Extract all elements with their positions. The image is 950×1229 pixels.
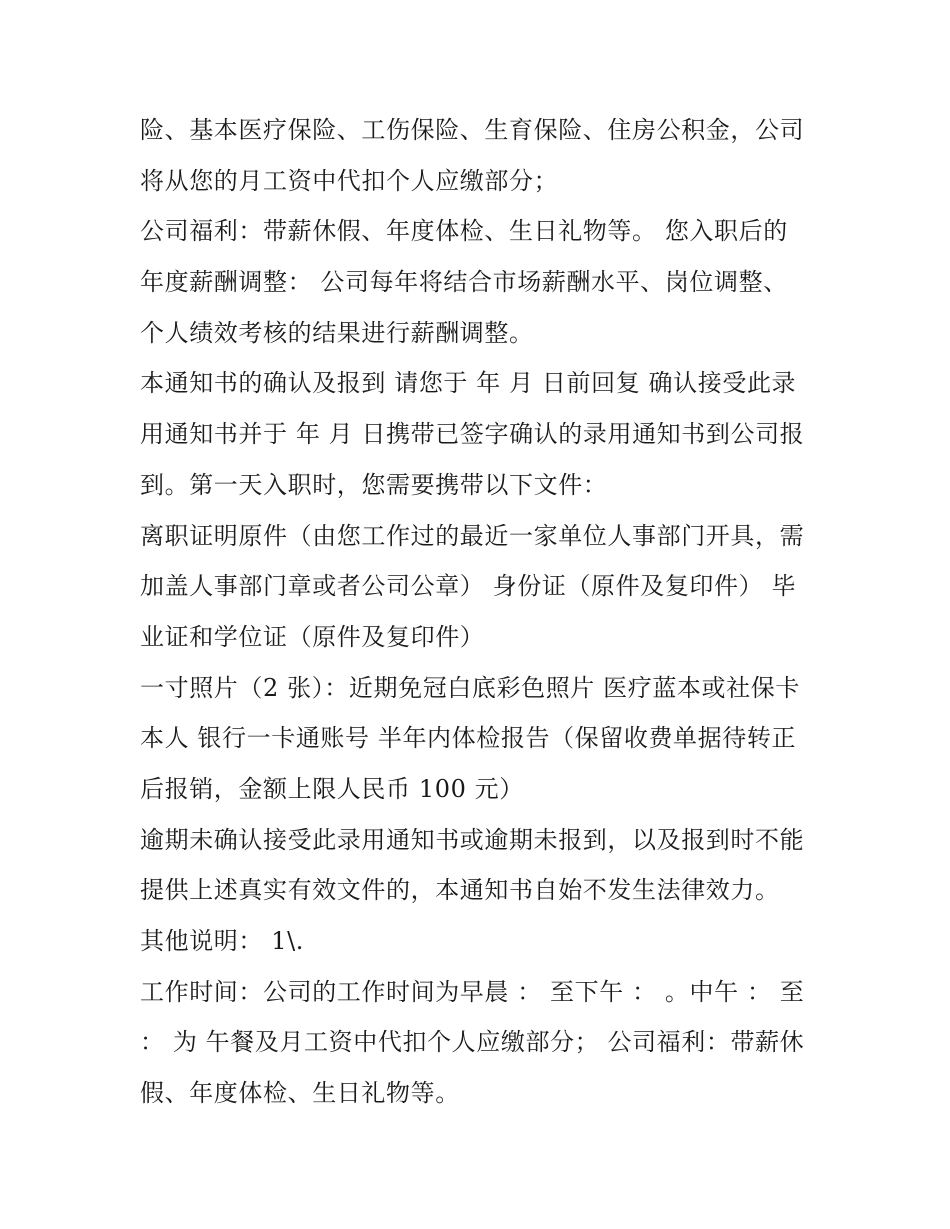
text-line: 业证和学位证（原件及复印件） [140, 622, 485, 651]
text-line: 假、年度体检、生日礼物等。 [140, 1079, 460, 1108]
text-line: 个人绩效考核的结果进行薪酬调整。 [140, 318, 534, 347]
text-line: 险、基本医疗保险、工伤保险、生育保险、住房公积金，公司 [140, 116, 805, 144]
text-line: 到。第一天入职时，您需要携带以下文件： [140, 470, 608, 499]
text-line: 本通知书的确认及报到 请您于 年 月 日前回复 确认接受此录 [140, 369, 797, 398]
text-line: 本人 银行一卡通账号 半年内体检报告（保留收费单据待转正 [140, 724, 797, 753]
text-line: 将从您的月工资中代扣个人应缴部分； [140, 166, 559, 195]
text-line: 提供上述真实有效文件的，本通知书自始不发生法律效力。 [140, 876, 780, 905]
text-line: 离职证明原件（由您工作过的最近一家单位人事部门开具，需 [140, 521, 805, 550]
document-body [140, 105, 820, 1119]
text-line: 工作时间：公司的工作时间为早晨 ： 至下午 ： 。中午 ： 至 [140, 977, 805, 1006]
text-line: 公司福利：带薪休假、年度体检、生日礼物等。 您入职后的 [140, 217, 788, 246]
text-line: ： 为 午餐及月工资中代扣个人应缴部分； 公司福利：带薪休 [140, 1028, 805, 1057]
text-line: 年度薪酬调整： 公司每年将结合市场薪酬水平、岗位调整、 [140, 268, 788, 297]
text-line: 逾期未确认接受此录用通知书或逾期未报到，以及报到时不能 [140, 825, 805, 854]
text-line: 用通知书并于 年 月 日携带已签字确认的录用通知书到公司报 [140, 420, 805, 449]
text-line: 后报销，金额上限人民币 100 元） [140, 774, 524, 803]
text-line: 一寸照片（2 张）：近期免冠白底彩色照片 医疗蓝本或社保卡 [140, 673, 800, 702]
text-line: 加盖人事部门章或者公司公章） 身份证（原件及复印件） 毕 [140, 572, 797, 601]
text-line: 其他说明： 1\. [140, 927, 305, 955]
